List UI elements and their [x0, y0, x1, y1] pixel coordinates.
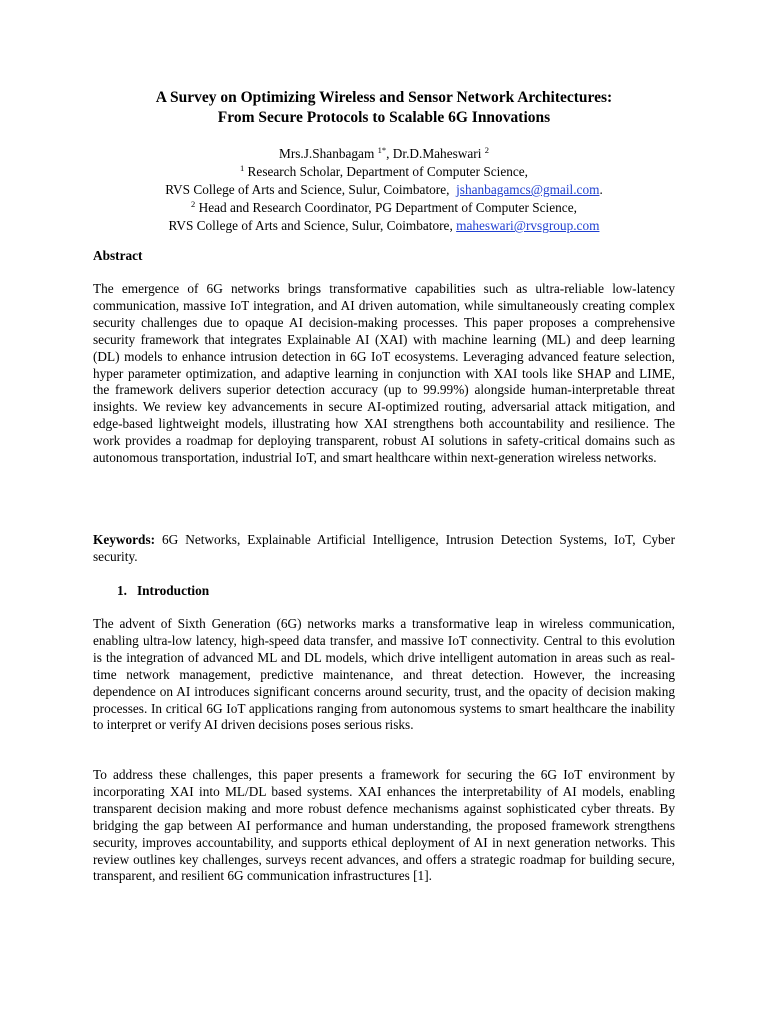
author-names: [93, 145, 675, 163]
abstract-heading: Abstract: [93, 248, 143, 263]
affiliation-2-role: $^2$ Head and Research Coordinator, PG Department of Computer Science,: [191, 199, 577, 215]
author-separator: ,: [386, 146, 393, 161]
author-2-name: Dr.D.Maheswari: [392, 146, 482, 161]
title-line-2: From Secure Protocols to Scalable 6G Innovations: [217, 109, 551, 126]
abstract-text: The emergence of 6G networks brings transformative capabilities such as ultra-reliable low-latency communication, massive IoT integration, and AI driven automation, while simultaneously creating complex security challenges due to opaque AI decision-making processes. This paper proposes a comprehensive security framework that integrates Explainable AI (XAI) with machine learning (ML) and deep learning (DL) models to enhance intrusion detection in 6G IoT ecosystems. Leveraging advanced feature selection, hyper parameter optimization, and adaptive learning in conjunction with XAI tools like SHAP and LIME, the framework delivers superior detection accuracy (up to 99.99%) alongside human-interpretable threat insights. We review key advancements in secure AI-optimized routing, adversarial attack mitigation, and edge-based lightweight models, illustrating how XAI strengthens both accountability and resilience. The work provides a roadmap for deploying transparent, robust AI solutions in safety-critical domains such as autonomous transportation, industrial IoT, and smart healthcare within next-generation wireless networks.: [93, 281, 675, 466]
author-2-sup: 2: [484, 145, 489, 155]
author-2-email-link[interactable]: maheswari@rvsgroup.com: [456, 218, 600, 233]
affiliation-2-institution: RVS College of Arts and Science, Sulur, Coimbatore, maheswari@rvsgroup.com: [168, 218, 600, 233]
introduction-heading: [117, 582, 209, 599]
author-1-name: Mrs.J.Shanbagam: [279, 146, 375, 161]
affiliation-1-sup: 1: [239, 163, 245, 173]
introduction-number: 1.: [117, 583, 127, 598]
author-1-email-link[interactable]: jshanbagamcs@gmail.com: [456, 182, 600, 197]
introduction-paragraph-2: To address these challenges, this paper presents a framework for securing the 6G IoT environment by incorporating XAI into ML/DL based systems. XAI enhances the interpretability of AI models, enabling transparent decision making and more robust defence mechanisms against sophisticated cyber threats. By bridging the gap between AI performance and human understanding, the proposed framework strengthens security, improves accountability, and supports ethical deployment of AI in next generation networks. This review outlines key challenges, surveys recent advances, and offers a strategic roadmap for building secure, transparent, and resilient 6G communication infrastructures [1].: [93, 767, 675, 884]
author-block: [93, 145, 675, 235]
title-line-1: A Survey on Optimizing Wireless and Sensor Network Architectures:: [155, 89, 613, 106]
introduction-title: Introduction: [136, 583, 210, 598]
keywords-label: Keywords:: [93, 532, 156, 547]
paper-title: [93, 88, 675, 128]
affiliation-2-sup: 2: [191, 199, 196, 209]
author-1-sup: 1*: [377, 145, 387, 155]
keywords-text: 6G Networks, Explainable Artificial Intelligence, Intrusion Detection Systems, IoT, Cyber security.: [93, 532, 675, 564]
affiliation-1-institution: RVS College of Arts and Science, Sulur, Coimbatore, jshanbagamcs@gmail.com.: [165, 182, 603, 197]
introduction-paragraph-1: The advent of Sixth Generation (6G) networks marks a transformative leap in wireless communication, enabling ultra-low latency, high-speed data transfer, and massive IoT connectivity. Central to this evolution is the integration of advanced ML and DL models, which drive intelligent automation in areas such as real-time network management, predictive maintenance, and threat detection. However, the increasing dependence on AI introduces significant concerns around security, trust, and the opacity of decision making processes. In critical 6G IoT applications ranging from autonomous systems to smart healthcare the inability to interpret or verify AI driven decisions poses serious risks.: [93, 616, 675, 733]
affiliation-1-role: $^1$ Research Scholar, Department of Computer Science,: [239, 163, 529, 179]
keywords-paragraph: [93, 532, 675, 566]
